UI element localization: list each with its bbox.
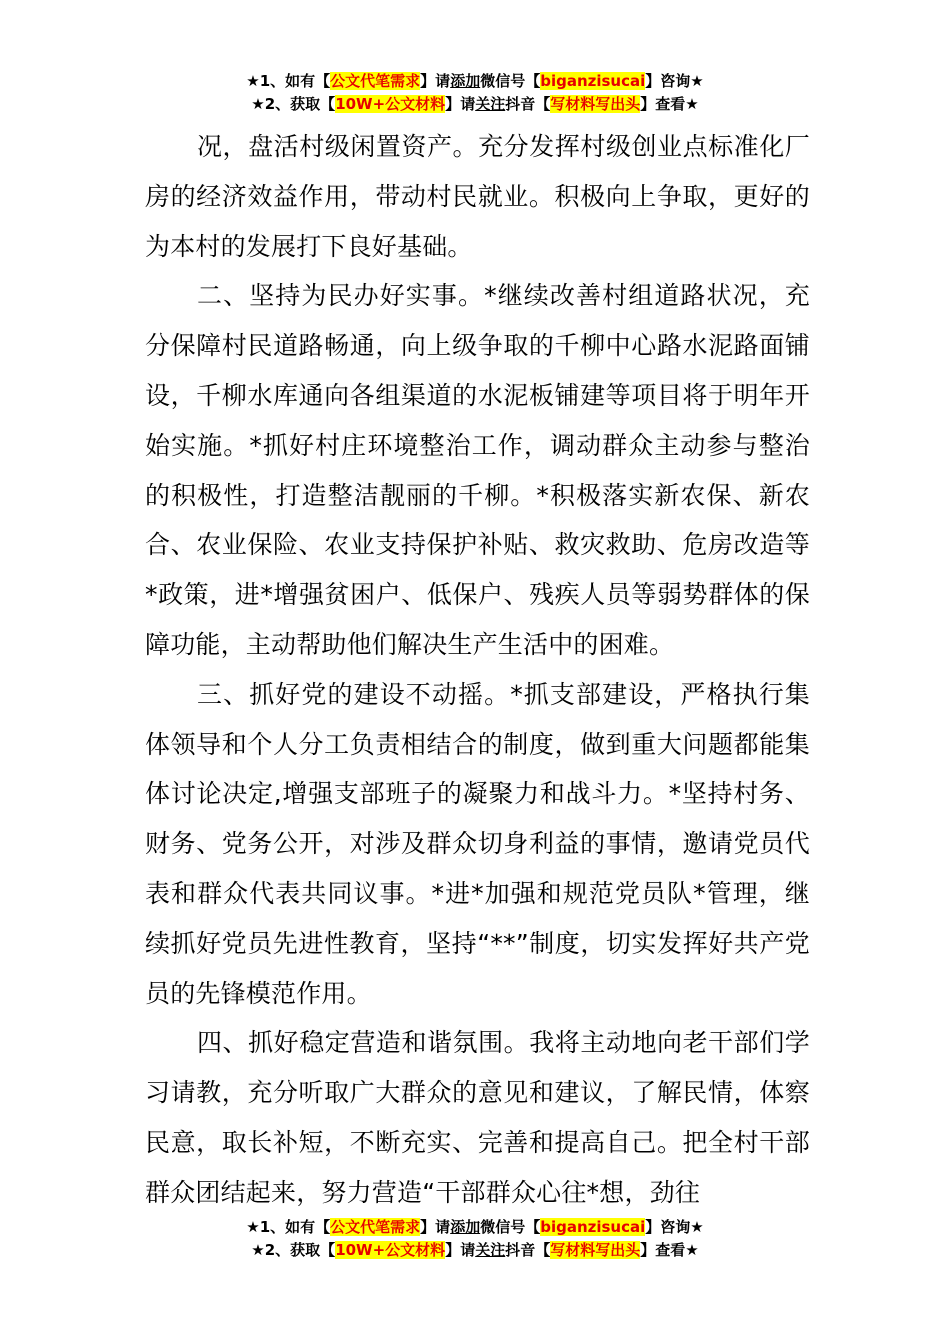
banner-line-1: ★1、如有【公文代笔需求】请添加微信号【biganzisucai】咨询★: [246, 72, 704, 90]
paragraph-continuation: 况，盘活村级闲置资产。充分发挥村级创业点标准化厂房的经济效益作用，带动村民就业。积极向上争取，更好的为本村的发展打下良好基础。: [145, 132, 810, 261]
banner-line-2: ★2、获取【10W+公文材料】请关注抖音【写材料写出头】查看★: [251, 95, 699, 113]
paragraph-stability: 四、抓好稳定营造和谐氛围。我将主动地向老干部们学习请教，充分听取广大群众的意见和建议，了解民情，体察民意，取长补短，不断充实、完善和提高自己。把全村干部群众团结起来，努力营造“干部群众心往*想，劲往: [145, 1028, 810, 1207]
banner-line-1: ★1、如有【公文代笔需求】请添加微信号【biganzisucai】咨询★: [246, 1218, 704, 1236]
paragraph-party-building: 三、抓好党的建设不动摇。*抓支部建设，严格执行集体领导和个人分工负责相结合的制度，做到重大问题都能集体讨论决定,增强支部班子的凝聚力和战斗力。*坚持村务、财务、党务公开，对涉及群众切身利益的事情，邀请党员代表和群众代表共同议事。*进*加强和规范党员队*管理，继续抓好党员先进性教育，坚持“**”制度，切实发挥好共产党员的先锋模范作用。: [145, 679, 810, 1008]
highlight-materials: 10W+公文材料: [335, 95, 446, 113]
highlight-douyin-account: 写材料写出头: [550, 95, 641, 113]
document-body: [145, 122, 810, 1218]
highlight-service: 公文代笔需求: [330, 1218, 421, 1236]
highlight-service: 公文代笔需求: [330, 72, 421, 90]
highlight-wechat-id: biganzisucai: [540, 72, 646, 90]
header-banner: [0, 70, 950, 116]
highlight-wechat-id: biganzisucai: [540, 1218, 646, 1236]
highlight-materials: 10W+公文材料: [335, 1241, 446, 1259]
banner-line-2: ★2、获取【10W+公文材料】请关注抖音【写材料写出头】查看★: [251, 1241, 699, 1259]
paragraph-serve-people: 二、坚持为民办好实事。*继续改善村组道路状况，充分保障村民道路畅通，向上级争取的千柳中心路水泥路面铺设，千柳水库通向各组渠道的水泥板铺建等项目将于明年开始实施。*抓好村庄环境整治工作，调动群众主动参与整治的积极性，打造整洁靓丽的千柳。*积极落实新农保、新农合、农业保险、农业支持保护补贴、救灾救助、危房改造等*政策，进*增强贫困户、低保户、残疾人员等弱势群体的保障功能，主动帮助他们解决生产生活中的困难。: [145, 281, 810, 659]
footer-banner: [0, 1216, 950, 1262]
highlight-douyin-account: 写材料写出头: [550, 1241, 641, 1259]
